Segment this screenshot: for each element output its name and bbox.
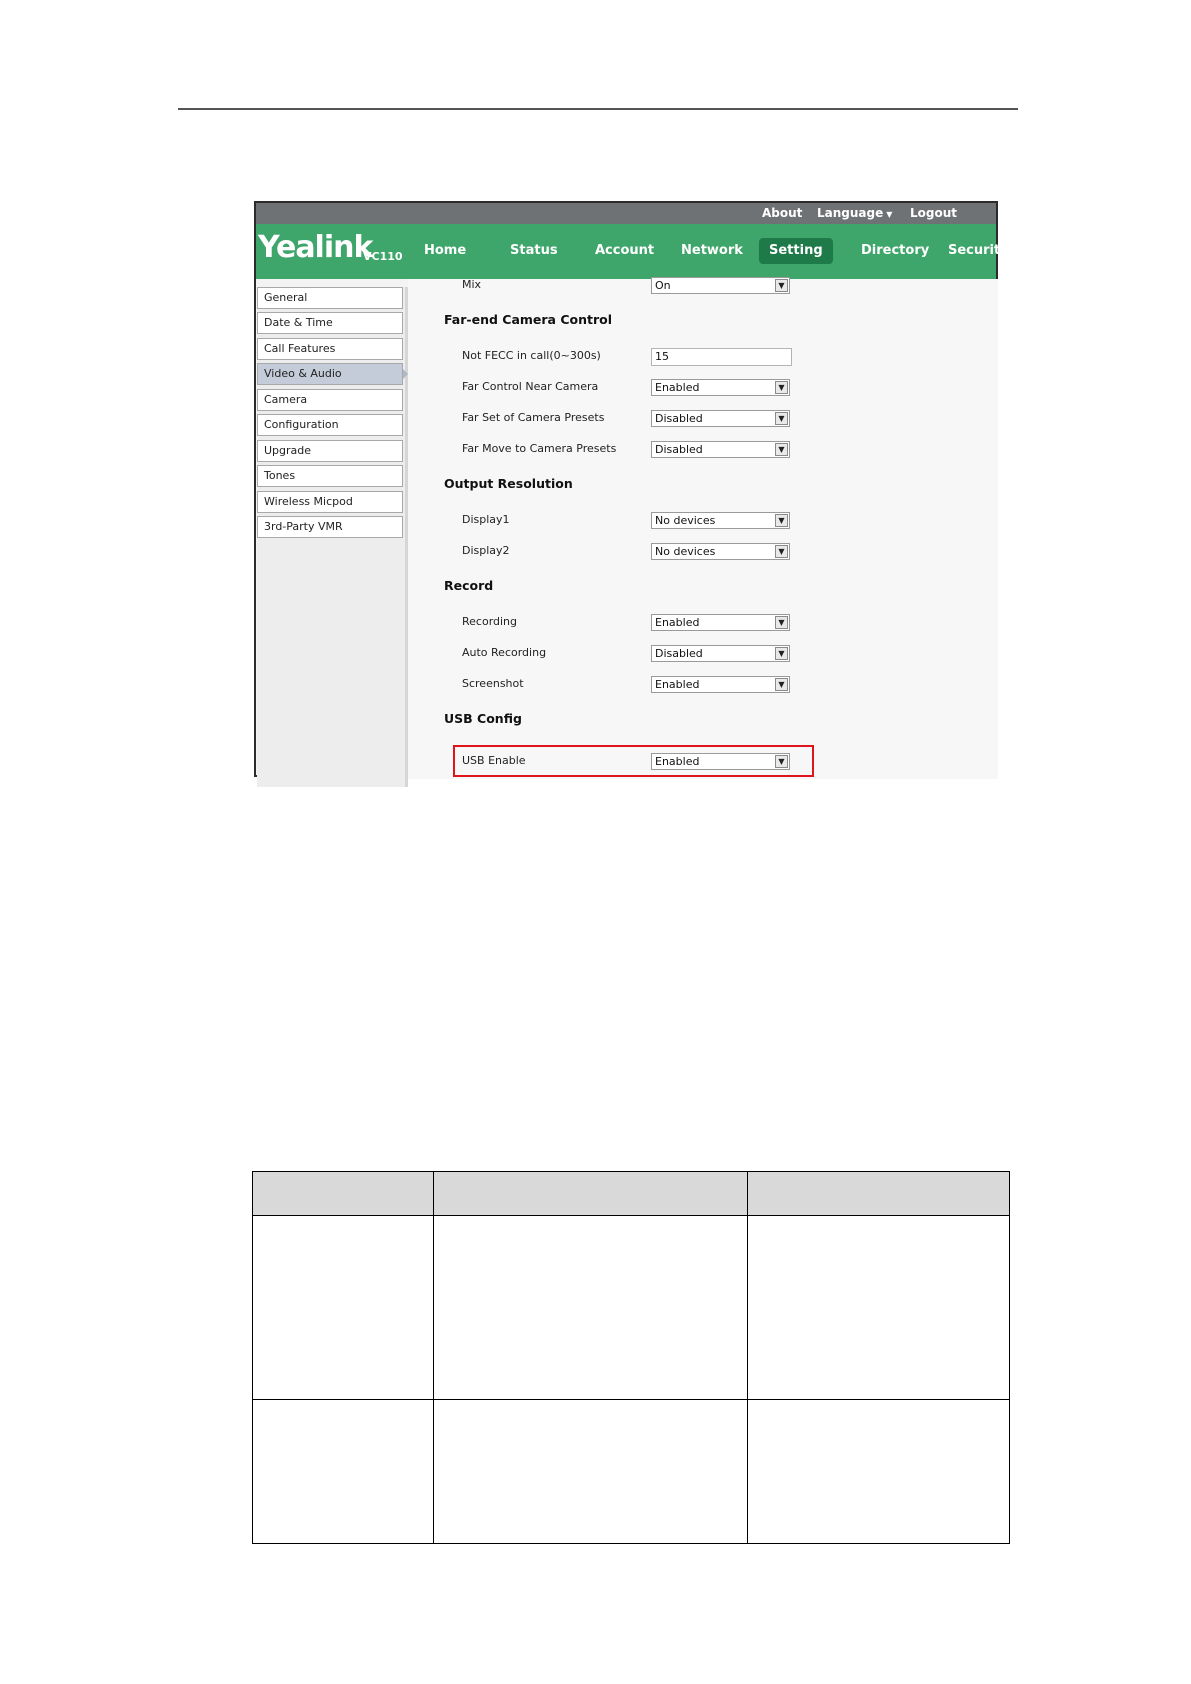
- usb-enable-highlight-box: [453, 745, 814, 777]
- chevron-down-icon: ▼: [775, 545, 788, 558]
- screenshot-value: Enabled: [655, 678, 700, 691]
- settings-content: [408, 279, 998, 779]
- not-fecc-input[interactable]: 15: [651, 348, 792, 366]
- model-label: VC110: [363, 250, 403, 263]
- mix-label: Mix: [462, 278, 482, 291]
- tab-setting[interactable]: Setting: [759, 238, 833, 264]
- language-label: Language: [817, 206, 884, 220]
- screenshot-select[interactable]: [651, 676, 790, 693]
- table-header-row: [253, 1172, 1010, 1216]
- top-bar: [256, 203, 996, 224]
- sidebar-item-tones[interactable]: Tones: [257, 465, 403, 487]
- screenshot-label: Screenshot: [462, 677, 524, 690]
- not-fecc-label: Not FECC in call(0~300s): [462, 349, 601, 362]
- far-move-presets-value: Disabled: [655, 443, 703, 456]
- language-menu[interactable]: [817, 206, 892, 220]
- chevron-down-icon: ▼: [775, 616, 788, 629]
- table-row: [253, 1400, 1010, 1544]
- tab-status[interactable]: Status: [510, 243, 558, 258]
- chevron-down-icon: ▼: [775, 514, 788, 527]
- far-control-label: Far Control Near Camera: [462, 380, 599, 393]
- table-cell: [434, 1216, 748, 1400]
- about-link[interactable]: About: [762, 206, 803, 220]
- settings-sidebar: [257, 287, 408, 787]
- display2-value: No devices: [655, 545, 716, 558]
- section-output-resolution: Output Resolution: [444, 476, 573, 491]
- yealink-logo: Yealink: [258, 230, 373, 265]
- table-cell: [748, 1400, 1010, 1544]
- table-row: [253, 1216, 1010, 1400]
- logout-link[interactable]: Logout: [910, 206, 958, 220]
- sidebar-item-video-audio[interactable]: Video & Audio: [257, 363, 403, 385]
- sidebar-item-wireless-micpod[interactable]: Wireless Micpod: [257, 491, 403, 513]
- sidebar-item-camera[interactable]: Camera: [257, 389, 403, 411]
- display1-label: Display1: [462, 513, 510, 526]
- chevron-down-icon: ▼: [775, 381, 788, 394]
- far-set-presets-label: Far Set of Camera Presets: [462, 411, 605, 424]
- auto-recording-value: Disabled: [655, 647, 703, 660]
- table-header-cell: [253, 1172, 434, 1216]
- tab-security[interactable]: Security: [948, 243, 1009, 258]
- chevron-down-icon: ▼: [775, 443, 788, 456]
- auto-recording-label: Auto Recording: [462, 646, 547, 659]
- display2-select[interactable]: [651, 543, 790, 560]
- tab-network[interactable]: Network: [681, 243, 743, 258]
- recording-value: Enabled: [655, 616, 700, 629]
- usb-enable-label: USB Enable: [462, 754, 526, 767]
- table-cell: [253, 1216, 434, 1400]
- chevron-down-icon: ▼: [775, 647, 788, 660]
- far-move-presets-select[interactable]: [651, 441, 790, 458]
- sidebar-item-date-time[interactable]: Date & Time: [257, 312, 403, 334]
- chevron-down-icon: ▼: [886, 210, 893, 219]
- sidebar-item-upgrade[interactable]: Upgrade: [257, 440, 403, 462]
- section-far-end-camera-control: Far-end Camera Control: [444, 312, 613, 327]
- far-set-presets-select[interactable]: [651, 410, 790, 427]
- table-cell: [434, 1400, 748, 1544]
- display1-value: No devices: [655, 514, 716, 527]
- tab-account[interactable]: Account: [595, 243, 655, 258]
- far-control-select[interactable]: [651, 379, 790, 396]
- sidebar-item-3rd-party-vmr[interactable]: 3rd-Party VMR: [257, 516, 403, 538]
- auto-recording-select[interactable]: [651, 645, 790, 662]
- tab-directory[interactable]: Directory: [861, 243, 930, 258]
- page-header-rule: [178, 108, 1018, 110]
- far-control-value: Enabled: [655, 381, 700, 394]
- sidebar-item-configuration[interactable]: Configuration: [257, 414, 403, 436]
- recording-select[interactable]: [651, 614, 790, 631]
- mix-value: On: [655, 279, 671, 292]
- sidebar-item-general[interactable]: General: [257, 287, 403, 309]
- table-cell: [253, 1400, 434, 1544]
- table-cell: [748, 1216, 1010, 1400]
- display1-select[interactable]: [651, 512, 790, 529]
- far-move-presets-label: Far Move to Camera Presets: [462, 442, 617, 455]
- tab-home[interactable]: Home: [424, 243, 467, 258]
- table-header-cell: [434, 1172, 748, 1216]
- section-record: Record: [444, 578, 494, 593]
- section-usb-config: USB Config: [444, 711, 522, 726]
- display2-label: Display2: [462, 544, 510, 557]
- chevron-down-icon: ▼: [775, 412, 788, 425]
- usb-enable-value: Enabled: [655, 755, 700, 768]
- recording-label: Recording: [462, 615, 518, 628]
- mix-select[interactable]: [651, 277, 790, 294]
- main-nav: [256, 224, 1009, 279]
- chevron-down-icon: ▼: [775, 755, 788, 768]
- far-set-presets-value: Disabled: [655, 412, 703, 425]
- sidebar-item-call-features[interactable]: Call Features: [257, 338, 403, 360]
- chevron-down-icon: ▼: [775, 279, 788, 292]
- chevron-down-icon: ▼: [775, 678, 788, 691]
- table-header-cell: [748, 1172, 1010, 1216]
- web-ui-screenshot: [254, 201, 1009, 777]
- parameter-table: [252, 1171, 1010, 1544]
